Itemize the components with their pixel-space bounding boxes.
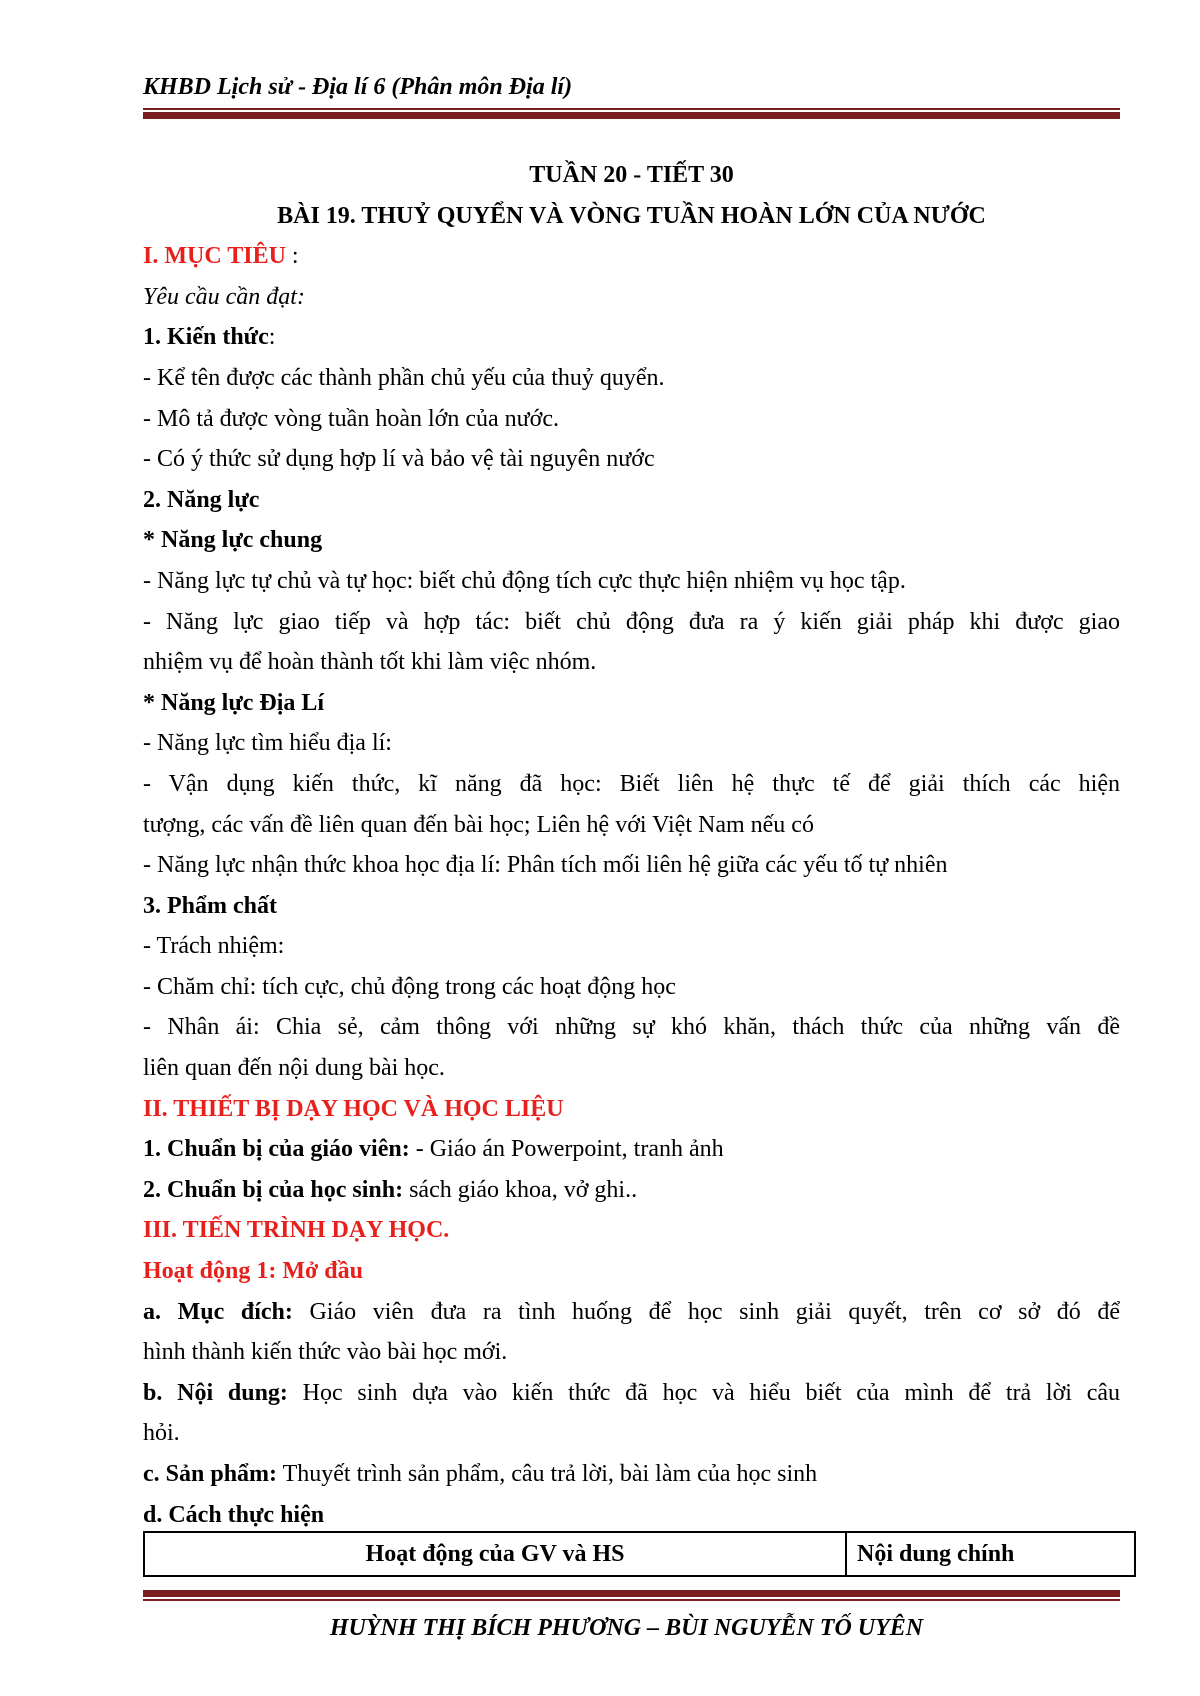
quality-item-3: - Nhân ái: Chia sẻ, cảm thông với những sự khó khăn, thách thức của những vấn đề — [143, 1014, 1120, 1041]
geo-ability-item-3: - Năng lực nhận thức khoa học địa lí: Phân tích mối liên hệ giữa các yếu tố tự nhiên — [143, 852, 948, 879]
table-header-content: Nội dung chính — [846, 1532, 1135, 1576]
content-text-cont: hỏi. — [143, 1420, 180, 1447]
content-line — [143, 1373, 1120, 1414]
section-equipment-heading: II. THIẾT BỊ DẠY HỌC VÀ HỌC LIỆU — [143, 1095, 564, 1122]
knowledge-heading-text: 1. Kiến thức — [143, 324, 269, 351]
student-preparation — [143, 1170, 1120, 1211]
geo-ability-item-2-cont: tượng, các vấn đề liên quan đến bài học; Liên hệ với Việt Nam nếu có — [143, 811, 814, 838]
knowledge-heading — [143, 317, 1120, 358]
quality-heading: 3. Phẩm chất — [143, 892, 277, 919]
knowledge-item-1: - Kể tên được các thành phần chủ yếu của thuỷ quyển. — [143, 364, 665, 391]
purpose-label: a. Mục đích: — [143, 1298, 293, 1325]
quality-item-3-cont: liên quan đến nội dung bài học. — [143, 1055, 445, 1082]
section-process-heading: III. TIẾN TRÌNH DẠY HỌC. — [143, 1217, 450, 1244]
geo-ability-heading: * Năng lực Địa Lí — [143, 689, 325, 716]
student-preparation-label: 2. Chuẩn bị của học sinh: — [143, 1176, 404, 1203]
lesson-title: BÀI 19. THUỶ QUYỂN VÀ VÒNG TUẦN HOÀN LỚN CỦA NƯỚC — [277, 202, 986, 229]
knowledge-item-2: - Mô tả được vòng tuần hoàn lớn của nước. — [143, 405, 559, 432]
geo-ability-item-1: - Năng lực tìm hiểu địa lí: — [143, 730, 392, 757]
document-body — [143, 155, 1120, 1535]
general-ability-item-2-cont: nhiệm vụ để hoàn thành tốt khi làm việc nhóm. — [143, 649, 597, 676]
table-header-row — [144, 1532, 1135, 1576]
student-preparation-text: sách giáo khoa, vở ghi.. — [403, 1176, 638, 1203]
quality-item-1: - Trách nhiệm: — [143, 933, 285, 960]
general-ability-item-1: - Năng lực tự chủ và tự học: biết chủ động tích cực thực hiện nhiệm vụ học tập. — [143, 567, 906, 594]
heading-suffix: : — [285, 243, 299, 270]
ability-heading: 2. Năng lực — [143, 486, 260, 513]
header-rule-thin — [143, 108, 1120, 110]
page-header — [143, 72, 1120, 119]
activity-1-heading: Hoạt động 1: Mở đầu — [143, 1258, 363, 1285]
requirements-label: Yêu cầu cần đạt: — [143, 283, 305, 310]
footer-authors: HUỲNH THỊ BÍCH PHƯƠNG – BÙI NGUYỄN TỐ UYÊN — [329, 1615, 924, 1641]
content-text: Học sinh dựa vào kiến thức đã học và hiểu biết của mình để trả lời câu — [287, 1379, 1120, 1406]
purpose-line — [143, 1292, 1120, 1333]
purpose-text-cont: hình thành kiến thức vào bài học mới. — [143, 1339, 508, 1366]
product-text: Thuyết trình sản phẩm, câu trả lời, bài làm của học sinh — [277, 1461, 818, 1487]
teacher-preparation-text: - Giáo án Powerpoint, tranh ảnh — [409, 1136, 724, 1163]
section-objectives-heading — [143, 236, 1120, 277]
table-header-activity: Hoạt động của GV và HS — [144, 1532, 846, 1576]
method-heading: d. Cách thực hiện — [143, 1501, 325, 1528]
content-label: b. Nội dung: — [143, 1379, 288, 1406]
footer-rule-thick — [143, 1590, 1120, 1597]
section-heading-text: I. MỤC TIÊU — [143, 243, 286, 270]
product-label: c. Sản phẩm: — [143, 1461, 278, 1487]
general-ability-item-2: - Năng lực giao tiếp và hợp tác: biết chủ động đưa ra ý kiến giải pháp khi được giao — [143, 608, 1120, 635]
knowledge-item-3: - Có ý thức sử dụng hợp lí và bảo vệ tài nguyên nước — [143, 446, 655, 473]
header-title: KHBD Lịch sử - Địa lí 6 (Phân môn Địa lí) — [143, 74, 573, 100]
page-footer — [143, 1590, 1120, 1642]
purpose-text: Giáo viên đưa ra tình huống để học sinh giải quyết, trên cơ sở đó để — [292, 1298, 1120, 1325]
quality-item-2: - Chăm chỉ: tích cực, chủ động trong các hoạt động học — [143, 973, 676, 1000]
geo-ability-item-2: - Vận dụng kiến thức, kĩ năng đã học: Biết liên hệ thực tế để giải thích các hiện — [143, 770, 1120, 797]
header-rule-thick — [143, 112, 1120, 119]
week-lesson-title: TUẦN 20 - TIẾT 30 — [529, 162, 734, 188]
product-line — [143, 1454, 1120, 1495]
footer-rule-thin — [143, 1599, 1120, 1601]
teacher-preparation — [143, 1129, 1120, 1170]
general-ability-heading: * Năng lực chung — [143, 527, 323, 554]
knowledge-heading-suffix: : — [268, 324, 276, 351]
activity-table — [143, 1531, 1136, 1577]
teacher-preparation-label: 1. Chuẩn bị của giáo viên: — [143, 1136, 410, 1163]
